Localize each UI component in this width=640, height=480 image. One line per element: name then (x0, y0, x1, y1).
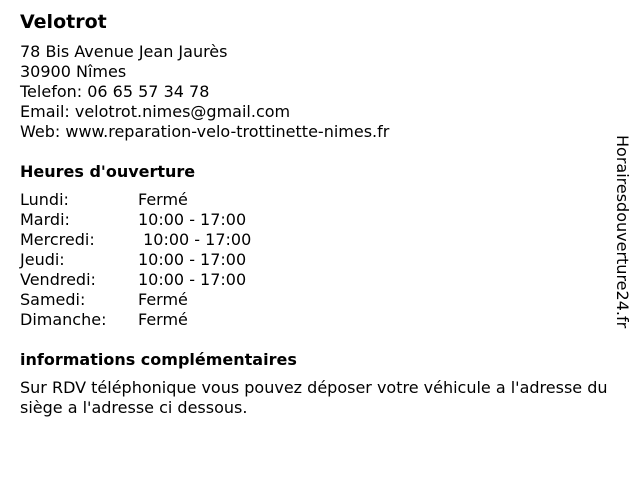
hours-row (20, 230, 251, 250)
day-time: 10:00 - 17:00 (138, 210, 247, 229)
hours-row (20, 310, 251, 330)
day-label: Mardi: (20, 210, 70, 229)
day-label: Jeudi: (20, 250, 65, 269)
street-address: 78 Bis Avenue Jean Jaurès (20, 42, 228, 61)
hours-row (20, 210, 251, 230)
day-time: Fermé (138, 290, 188, 309)
day-time: 10:00 - 17:00 (138, 230, 252, 249)
site-watermark: Horairesdouverture24.fr (613, 135, 632, 329)
day-label: Samedi: (20, 290, 86, 309)
day-label: Lundi: (20, 190, 69, 209)
address-block (20, 42, 610, 142)
hours-row (20, 190, 251, 210)
hours-row (20, 270, 251, 290)
city: 30900 Nîmes (20, 62, 127, 81)
business-name: Velotrot (20, 11, 107, 33)
listing-page (20, 10, 610, 418)
info-heading: informations complémentaires (20, 350, 297, 369)
day-time: Fermé (138, 190, 188, 209)
website: Web: www.reparation-velo-trottinette-nimes.fr (20, 122, 390, 141)
hours-heading: Heures d'ouverture (20, 162, 196, 181)
info-text: Sur RDV téléphonique vous pouvez déposer votre véhicule a l'adresse du siège a l'adresse ci dessous. (20, 378, 608, 417)
day-time: 10:00 - 17:00 (138, 270, 247, 289)
day-label: Dimanche: (20, 310, 107, 329)
hours-row (20, 250, 251, 270)
day-time: Fermé (138, 310, 188, 329)
hours-table (20, 190, 251, 330)
email: Email: velotrot.nimes@gmail.com (20, 102, 291, 121)
hours-row (20, 290, 251, 310)
day-label: Mercredi: (20, 230, 95, 249)
day-label: Vendredi: (20, 270, 96, 289)
phone: Telefon: 06 65 57 34 78 (20, 82, 210, 101)
day-time: 10:00 - 17:00 (138, 250, 247, 269)
